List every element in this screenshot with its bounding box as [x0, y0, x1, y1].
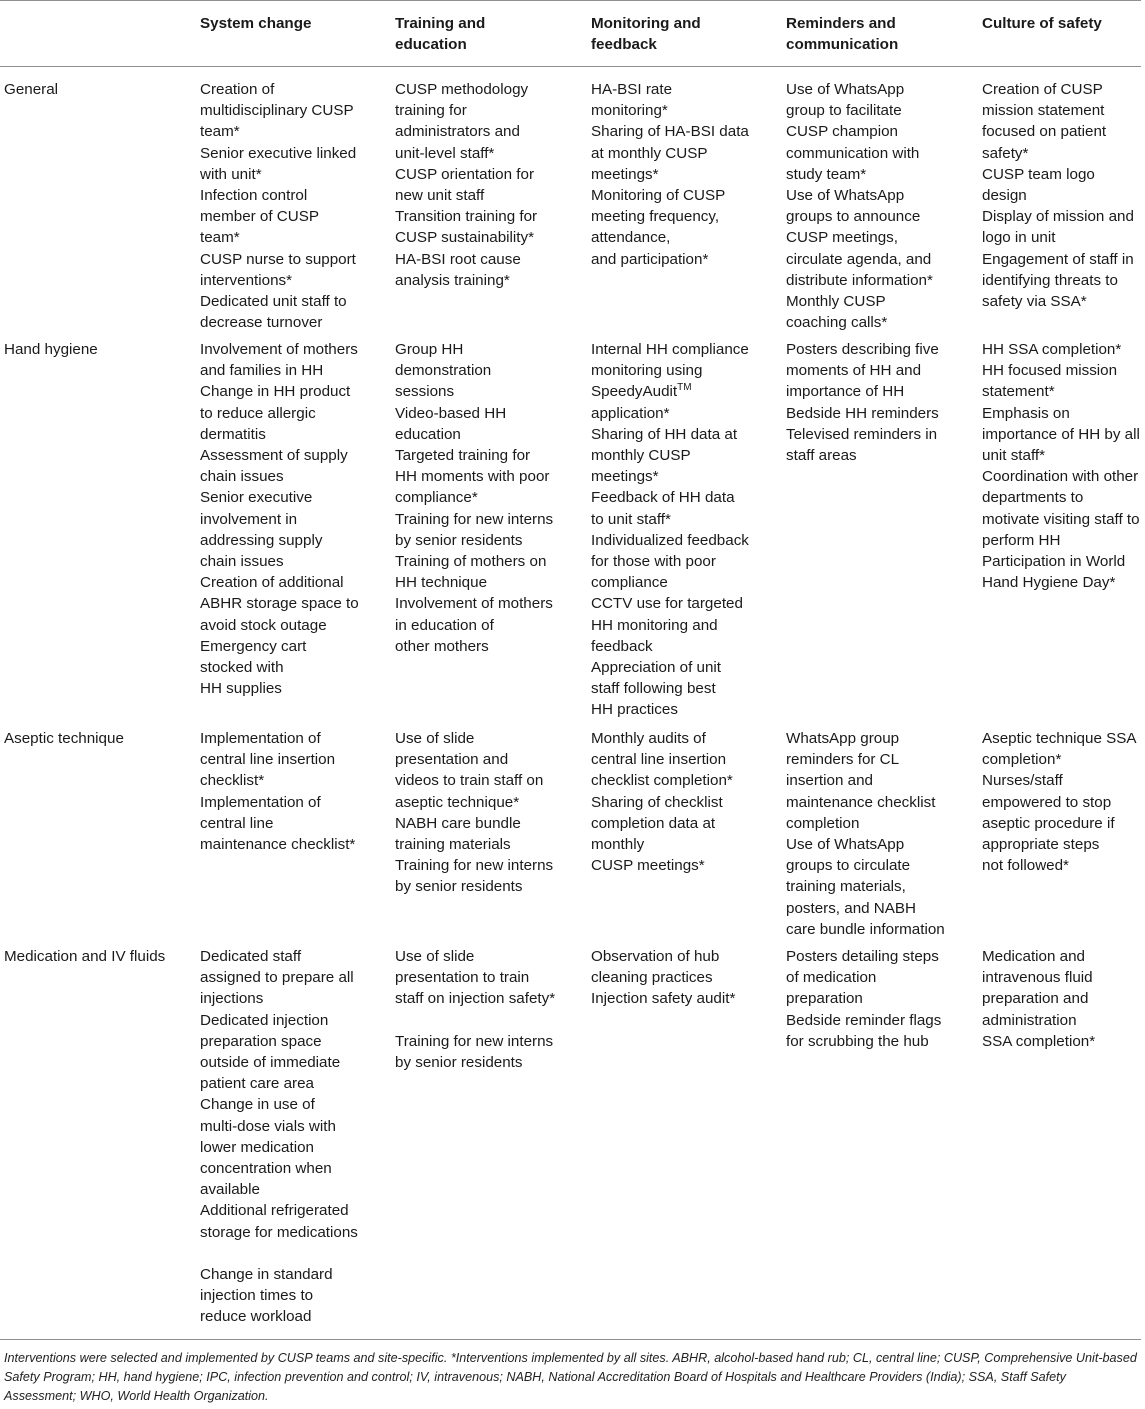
row-label-aseptic: Aseptic technique: [4, 730, 124, 747]
header-rule: [0, 66, 1141, 67]
cell-hh-reminders: Posters describing five moments of HH and importance of HH Bedside HH reminders Televised reminders in staff areas: [786, 341, 939, 465]
cell-aseptic-reminders: WhatsApp group reminders for CL insertion and maintenance checklist completion Use of WhatsApp groups to circulate training materials, posters, and NABH care bundle information: [786, 730, 945, 938]
cell-hh-culture: HH SSA completion* HH focused mission statement* Emphasis on importance of HH by all unit staff* Coordination with other departments to motivate visiting staff to perform HH Participation in World Hand Hygiene Day*: [982, 341, 1140, 592]
row-label-general: General: [4, 81, 59, 98]
table-top-rule: [0, 0, 1141, 1]
trademark-sup: TM: [677, 382, 692, 394]
cell-general-culture: Creation of CUSP mission statement focused on patient safety* CUSP team logo design Display of mission and logo in unit Engagement of staff in identifying threats to safety via SSA*: [982, 81, 1134, 311]
cell-aseptic-culture: Aseptic technique SSA completion* Nurses/staff empowered to stop aseptic procedure if appropriate steps not followed*: [982, 730, 1137, 875]
header-reminders-communication: Reminders and communication: [786, 15, 899, 53]
cell-hh-system-change: Involvement of mothers and families in HH Change in HH product to reduce allergic dermatitis Assessment of supply chain issues Senior executive involvement in addressing supply chain issues Creation of additional ABHR storage space to avoid stock outage Emergency cart stocked with HH supplies: [200, 341, 359, 698]
header-monitoring-feedback: Monitoring and feedback: [591, 15, 701, 53]
cell-general-system-change: Creation of multidisciplinary CUSP team* Senior executive linked with unit* Infection control member of CUSP team* CUSP nurse to support interventions* Dedicated unit staff to decrease turnover: [200, 81, 357, 332]
cell-general-monitoring: HA-BSI rate monitoring* Sharing of HA-BSI data at monthly CUSP meetings* Monitoring of CUSP meeting frequency, attendance, and participation*: [591, 81, 749, 268]
cell-general-training: CUSP methodology training for administrators and unit-level staff* CUSP orientation for new unit staff Transition training for CUSP sustainability* HA-BSI root cause analysis training*: [395, 81, 538, 289]
cell-aseptic-monitoring: Monthly audits of central line insertion checklist completion* Sharing of checklist completion data at monthly CUSP meetings*: [591, 730, 733, 875]
cell-medication-reminders: Posters detailing steps of medication preparation Bedside reminder flags for scrubbing the hub: [786, 948, 942, 1050]
cell-hh-training: Group HH demonstration sessions Video-based HH education Targeted training for HH moments with poor compliance* Training for new interns by senior residents Training of mothers on HH technique Involvement of mothers in education of other mothers: [395, 341, 554, 655]
cell-general-reminders: Use of WhatsApp group to facilitate CUSP champion communication with study team* Use of WhatsApp groups to announce CUSP meetings, circulate agenda, and distribute information* Monthly CUSP coaching calls*: [786, 81, 933, 332]
table-footnote: Interventions were selected and implemented by CUSP teams and site-specific. *Interventions implemented by all sites. ABHR, alcohol-based hand rub; CL, central line; CUSP, Comprehensive Unit-based Safety Program; HH, hand hygiene; IPC, infection prevention and control; IV, intravenous; NABH, National Accreditation Board of Hospitals and Healthcare Providers (India); SSA, Staff Safety Assessment; WHO, World Health Organization.: [4, 1351, 1137, 1403]
header-training-education: Training and education: [395, 15, 486, 53]
cell-medication-monitoring: Observation of hub cleaning practices Injection safety audit*: [591, 948, 736, 1008]
header-culture-safety: Culture of safety: [982, 15, 1102, 32]
row-label-medication: Medication and IV fluids: [4, 948, 166, 965]
header-system-change: System change: [200, 15, 312, 32]
table-bottom-rule: [0, 1339, 1141, 1340]
cell-aseptic-training: Use of slide presentation and videos to train staff on aseptic technique* NABH care bundle training materials Training for new interns by senior residents: [395, 730, 554, 896]
cell-hh-monitoring: [591, 339, 777, 721]
cell-medication-training: Use of slide presentation to train staff on injection safety* Training for new interns by senior residents: [395, 948, 556, 1072]
hh-monitoring-text-rest: application* Sharing of HH data at monthly CUSP meetings* Feedback of HH data to unit staff* Individualized feedback for those with poor compliance CCTV use for targeted HH monitoring and feedback Appreciation of unit staff following best HH practices: [591, 404, 749, 719]
cell-medication-culture: Medication and intravenous fluid preparation and administration SSA completion*: [982, 948, 1096, 1050]
hh-monitoring-text: Internal HH compliance monitoring using SpeedyAudit: [591, 341, 749, 401]
cell-aseptic-system-change: Implementation of central line insertion checklist* Implementation of central line maintenance checklist*: [200, 730, 356, 854]
row-label-hand-hygiene: Hand hygiene: [4, 341, 98, 358]
cell-medication-system-change: Dedicated staff assigned to prepare all injections Dedicated injection preparation space outside of immediate patient care area Change in use of multi-dose vials with lower medication concentration when available Additional refrigerated storage for medications Change in standard injection times to reduce workload: [200, 948, 358, 1326]
